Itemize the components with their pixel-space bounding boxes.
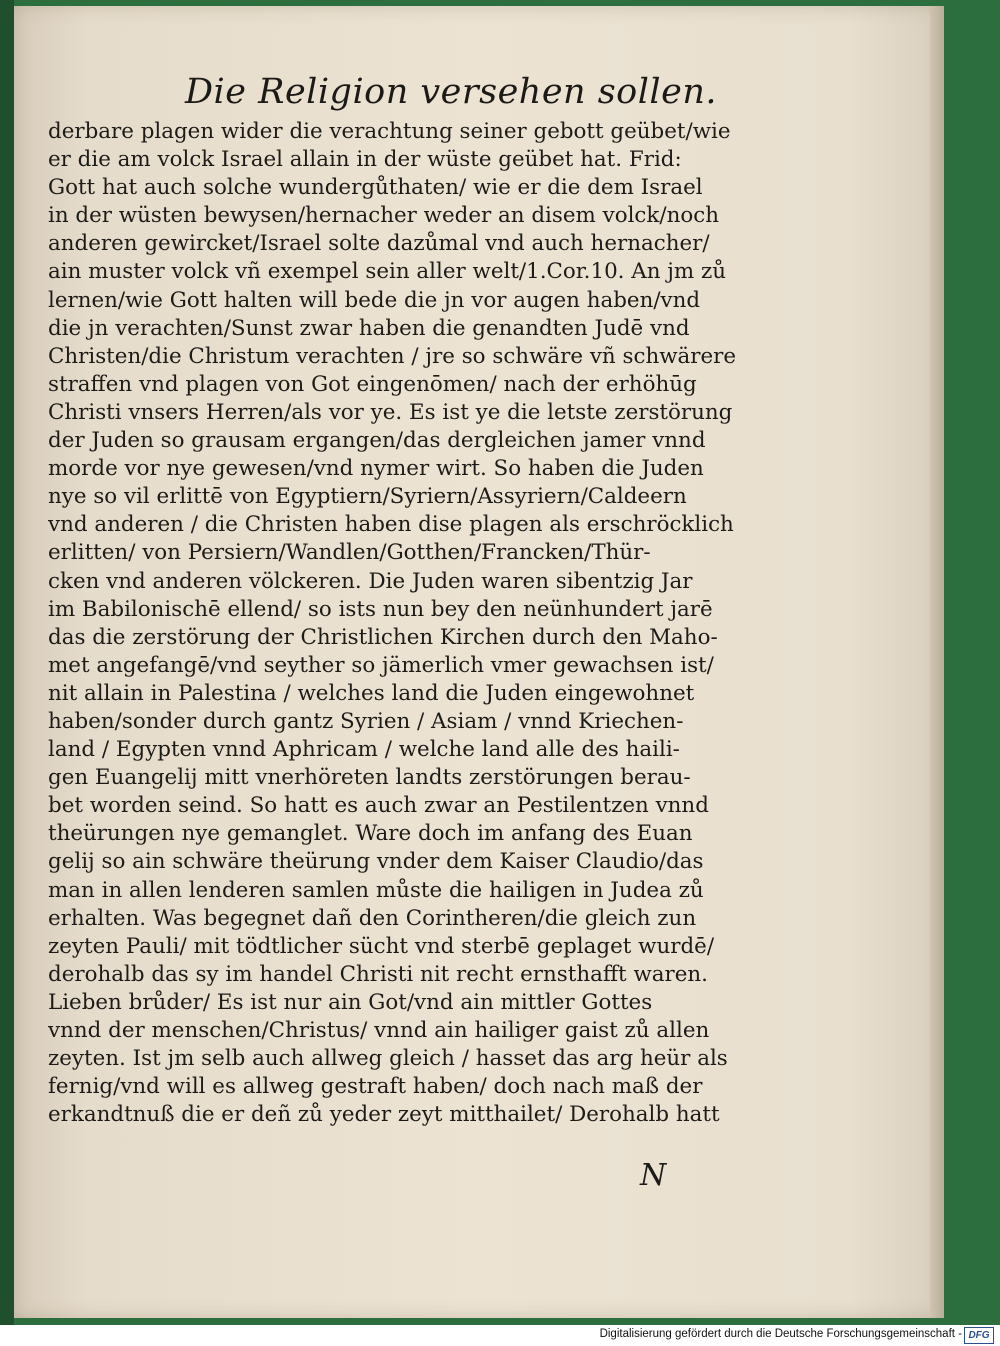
text-line: zeyten Pauli/ mit tödtlicher sücht vnd sterbē geplaget wurdē/ bbox=[48, 933, 715, 959]
text-line: nit allain in Palestina / welches land die Juden eingewohnet bbox=[48, 680, 695, 706]
text-line: cken vnd anderen völckeren. Die Juden waren sibentzig Jar bbox=[48, 568, 693, 594]
text-line: erhalten. Was begegnet dañ den Corintheren/die gleich zun bbox=[48, 905, 697, 931]
signature-mark: N bbox=[640, 1158, 667, 1193]
text-line: derbare plagen wider die verachtung seiner gebott geübet/wie bbox=[48, 119, 731, 144]
text-line: gen Euangelij mitt vnerhöreten landts zerstörungen berau- bbox=[48, 765, 691, 791]
text-line: anderen gewircket/Israel solte dazůmal vnd auch hernacher/ bbox=[48, 231, 710, 257]
footer-bar bbox=[0, 1325, 1000, 1346]
text-line: erlitten/ von Persiern/Wandlen/Gotthen/Francken/Thür- bbox=[48, 540, 651, 566]
text-line: gelij so ain schwäre theürung vnder dem Kaiser Claudio/das bbox=[48, 849, 704, 875]
text-line: die jn verachten/Sunst zwar haben die genandten Judē vnd bbox=[48, 315, 690, 341]
text-line: theürungen nye gemanglet. Ware doch im anfang des Euan bbox=[48, 821, 693, 847]
text-line: in der wüsten bewysen/hernacher weder an disem volck/noch bbox=[48, 203, 719, 229]
text-line: ain muster volck vñ exempel sein aller welt/1.Cor.10. An jm zů bbox=[48, 259, 727, 285]
text-line: haben/sonder durch gantz Syrien / Asiam / vnnd Kriechen- bbox=[48, 708, 684, 734]
text-line: zeyten. Ist jm selb auch allweg gleich / hasset das arg heür als bbox=[48, 1046, 728, 1072]
text-line: das die zerstörung der Christlichen Kirchen durch den Maho- bbox=[48, 624, 718, 650]
scan-left-border bbox=[0, 0, 14, 1325]
text-line: Lieben brůder/ Es ist nur ain Got/vnd ain mittler Gottes bbox=[48, 989, 653, 1015]
text-line: Gott hat auch solche wundergůthaten/ wie er die dem Israel bbox=[48, 175, 703, 201]
page-running-title: Die Religion versehen sollen. bbox=[185, 72, 717, 112]
page-body-text bbox=[48, 118, 738, 1129]
text-line: lernen/wie Gott halten will bede die jn vor augen haben/vnd bbox=[48, 287, 701, 313]
text-line: vnd anderen / die Christen haben dise plagen als erschröcklich bbox=[48, 512, 734, 538]
text-line: Christen/die Christum verachten / jre so schwäre vñ schwärere bbox=[48, 343, 737, 369]
text-line: nye so vil erlittē von Egyptiern/Syriern/Assyriern/Caldeern bbox=[48, 484, 687, 510]
text-line: im Babilonischē ellend/ so ists nun bey den neünhundert jarē bbox=[48, 596, 713, 622]
text-line: fernig/vnd will es allweg gestraft haben/ doch nach maß der bbox=[48, 1074, 703, 1100]
text-line: bet worden seind. So hatt es auch zwar an Pestilentzen vnnd bbox=[48, 793, 709, 819]
text-line: erkandtnuß die er deñ zů yeder zeyt mitthailet/ Derohalb hatt bbox=[48, 1102, 720, 1128]
footer-credit-text: Digitalisierung gefördert durch die Deutsche Forschungsgemeinschaft - bbox=[599, 1328, 962, 1340]
dfg-logo: DFG bbox=[964, 1327, 994, 1344]
text-line: derohalb das sy im handel Christi nit recht ernsthafft waren. bbox=[48, 961, 708, 987]
page-edge-shadow bbox=[930, 6, 944, 1318]
text-line: vnnd der menschen/Christus/ vnnd ain hailiger gaist zů allen bbox=[48, 1018, 710, 1043]
text-line: morde vor nye gewesen/vnd nymer wirt. So haben die Juden bbox=[48, 456, 704, 482]
text-line: straffen vnd plagen von Got eingenōmen/ nach der erhöhūg bbox=[48, 371, 697, 397]
text-line: man in allen lenderen samlen můste die hailigen in Judea zů bbox=[48, 877, 704, 903]
text-line: der Juden so grausam ergangen/das dergleichen jamer vnnd bbox=[48, 428, 706, 454]
text-line: met angefangē/vnd seyther so jämerlich vmer gewachsen ist/ bbox=[48, 652, 714, 678]
text-line: Christi vnsers Herren/als vor ye. Es ist ye die letste zerstörung bbox=[48, 399, 733, 425]
text-line: er die am volck Israel allain in der wüste geübet hat. Frid: bbox=[48, 147, 682, 173]
text-line: land / Egypten vnnd Aphricam / welche land alle des haili- bbox=[48, 737, 680, 763]
